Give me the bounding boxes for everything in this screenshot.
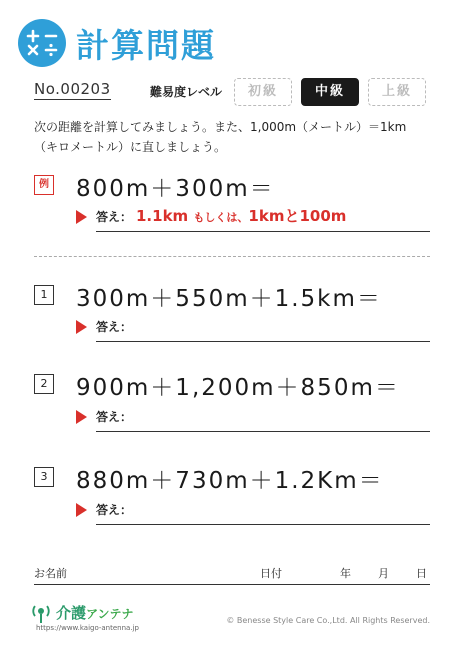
section-divider — [34, 256, 430, 257]
answer-line[interactable] — [96, 431, 430, 432]
answer-row-3[interactable] — [76, 501, 430, 521]
problem-number-1: 1 — [34, 285, 54, 305]
antenna-icon — [30, 602, 52, 624]
example-answer-mixed: 1kmと100m — [248, 207, 347, 225]
answer-line[interactable] — [96, 341, 430, 342]
name-label: お名前 — [34, 567, 67, 580]
worksheet-header — [18, 18, 216, 68]
example-answer-km: 1.1km — [136, 207, 189, 225]
example-tag: 例 — [34, 175, 54, 195]
page-title: 計算問題 — [76, 25, 216, 65]
instruction-line-2: （キロメートル）に直しましょう。 — [34, 140, 227, 154]
answer-label: 答え： — [96, 320, 133, 334]
date-label: 日付 — [260, 567, 282, 580]
brand-url[interactable]: https://www.kaigo-antenna.jp — [36, 624, 139, 632]
math-operators-icon — [18, 19, 66, 67]
month-label: 月 — [378, 567, 389, 580]
brand-name-katakana: アンテナ — [86, 607, 134, 621]
red-triangle-icon — [76, 410, 87, 424]
red-triangle-icon — [76, 210, 87, 224]
instructions — [34, 117, 434, 157]
answer-line — [96, 231, 430, 232]
answer-line[interactable] — [96, 524, 430, 525]
info-row — [34, 78, 434, 106]
example-answer-row — [76, 208, 430, 228]
brand-name — [56, 602, 134, 623]
example-answer — [136, 205, 346, 226]
level-advanced: 上級 — [368, 78, 426, 106]
difficulty-label: 難易度レベル — [150, 85, 223, 99]
answer-label: 答え： — [96, 210, 133, 224]
answer-row-1[interactable] — [76, 318, 430, 338]
year-label: 年 — [340, 567, 351, 580]
copyright: © Benesse Style Care Co.,Ltd. All Rights Reserved. — [226, 616, 430, 625]
brand-name-kanji: 介護 — [56, 604, 87, 622]
answer-label: 答え： — [96, 410, 133, 424]
day-label: 日 — [416, 567, 427, 580]
example-answer-or: もしくは、 — [193, 211, 249, 224]
name-date-line — [34, 584, 430, 585]
problem-2: 900m＋1,200m＋850m＝ — [76, 375, 400, 401]
example-problem: 800m＋300m＝ — [76, 176, 275, 202]
instruction-line-1: 次の距離を計算してみましょう。また、1,000m（メートル）＝1km — [34, 120, 407, 134]
answer-row-2[interactable] — [76, 408, 430, 428]
problem-3: 880m＋730m＋1.2Km＝ — [76, 468, 384, 494]
red-triangle-icon — [76, 320, 87, 334]
name-date-row[interactable] — [34, 565, 430, 585]
serial-number: No.00203 — [34, 80, 111, 98]
answer-label: 答え： — [96, 503, 133, 517]
level-intermediate: 中級 — [301, 78, 359, 106]
problem-number-2: 2 — [34, 374, 54, 394]
red-triangle-icon — [76, 503, 87, 517]
level-beginner: 初級 — [234, 78, 292, 106]
problem-1: 300m＋550m＋1.5km＝ — [76, 286, 382, 312]
problem-number-3: 3 — [34, 467, 54, 487]
